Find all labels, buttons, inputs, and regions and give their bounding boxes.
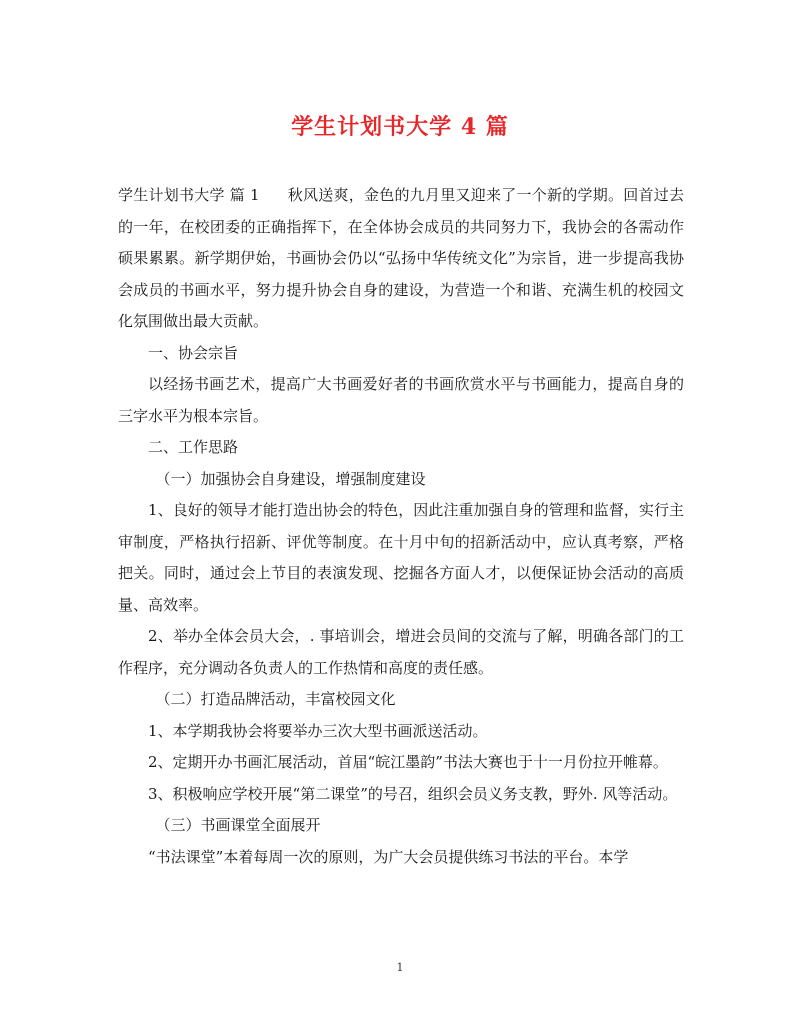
brand-activities-item-1: 1、本学期我协会将要举办三次大型书画派送活动。 [148, 721, 488, 740]
document-title: 学生计划书大学 4 篇 [291, 114, 509, 140]
subsection-heading-classroom: （三）书画课堂全面展开 [155, 816, 321, 834]
section-heading-work-ideas: 二、工作思路 [148, 438, 239, 456]
page-number: 1 [396, 961, 404, 974]
subsection-heading-brand-activities: （二）打造品牌活动，丰富校园文化 [155, 690, 396, 708]
self-building-item-2: 2、举办全体会员大会，. 事培训会，增进会员间的交流与了解，明确各部门的工作程序，充分调动各负责人的工作热情和高度的责任感。 [118, 627, 684, 677]
purpose-paragraph: 以经扬书画艺术，提高广大书画爱好者的书画欣赏水平与书画能力，提高自身的三字水平为根本宗旨。 [118, 375, 684, 425]
section-heading-purpose: 一、协会宗旨 [148, 343, 239, 362]
intro-text: 秋风送爽，金色的九月里又迎来了一个新的学期。回首过去的一年，在校团委的正确指挥下，在全体协会成员的共同努力下，我协会的各需动作硕果累累。新学期伊始，书画协会仍以“弘扬中华传统文化”为宗旨，进一步提高我协会成员的书画水平，努力提升协会自身的建设，为营造一个和谐、充满生机的校园文化氛围做出最大贡献。 [118, 186, 684, 330]
brand-activities-item-3: 3、积极响应学校开展“第二课堂”的号召，组织会员义务支教，野外. 风等活动。 [148, 784, 678, 803]
classroom-paragraph: “书法课堂”本着每周一次的原则，为广大会员提供练习书法的平台。本学 [148, 847, 629, 866]
intro-lead: 学生计划书大学 篇 1 [118, 186, 260, 204]
subsection-heading-self-building: （一）加强协会自身建设，增强制度建设 [155, 469, 426, 488]
brand-activities-item-2: 2、定期开办书画汇展活动，首届“皖江墨韵”书法大赛也于十一月份拉开帷幕。 [148, 753, 668, 771]
self-building-item-1: 1、良好的领导才能打造出协会的特色，因此注重加强自身的管理和监督，实行主审制度，严格执行招新、评优等制度。在十月中旬的招新活动中，应认真考察，严格把关。同时，通过会上节目的表演发现、挖掘各方面人才，以便保证协会活动的高质量、高效率。 [118, 501, 684, 614]
intro-paragraph [118, 180, 684, 338]
document-body [118, 180, 684, 873]
